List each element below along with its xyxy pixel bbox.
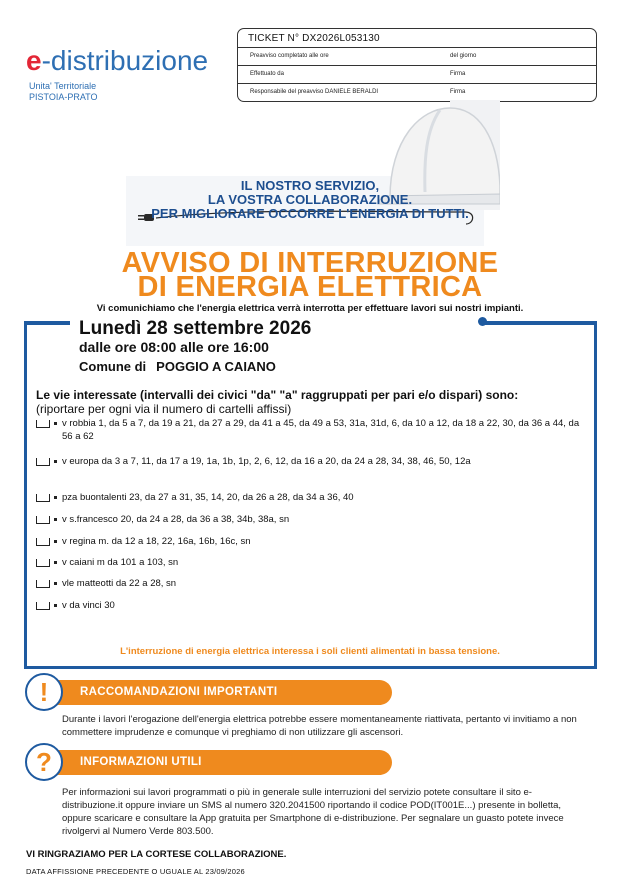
bullet-icon: [54, 496, 57, 499]
street-text: v s.francesco 20, da 24 a 28, da 36 a 38, 34b, 38a, sn: [62, 514, 290, 525]
bullet-icon: [54, 582, 57, 585]
outage-date: Lunedì 28 settembre 2026: [79, 318, 312, 339]
bullet-icon: [54, 422, 57, 425]
streets-subheading: (riportare per ogni via il numero di cartelli affissi): [36, 402, 292, 416]
municipality-name: POGGIO A CAIANO: [156, 359, 276, 374]
slogan-line-3: PER MIGLIORARE OCCORRE L'ENERGIA DI TUTTI.: [151, 206, 469, 221]
street-text: v regina m. da 12 a 18, 22, 16a, 16b, 16c, sn: [62, 536, 251, 547]
low-voltage-note: L'interruzione di energia elettrica interessa i soli clienti alimentati in bassa tensione.: [120, 646, 500, 657]
recommendations-text: Durante i lavori l'erogazione dell'energia elettrica potrebbe essere momentaneamente riattivata, pertanto vi invitiamo a non commettere imprudenze e comunque vi preghiamo di non utilizzare gli ascensori.: [62, 714, 577, 738]
slogan-line-2: LA VOSTRA COLLABORAZIONE.: [207, 192, 413, 207]
signs-count-box: [36, 538, 50, 546]
ticket-row-field: del giorno: [450, 53, 477, 59]
street-item: [36, 513, 584, 526]
street-item: [36, 535, 584, 548]
ticket-box: [237, 28, 597, 102]
notice-title-line-2: DI ENERGIA ELETTRICA: [137, 271, 483, 303]
signs-count-box: [36, 494, 50, 502]
campaign-banner: [120, 100, 500, 305]
recommendations-title: RACCOMANDAZIONI IMPORTANTI: [80, 686, 278, 698]
municipality: [79, 359, 276, 374]
signs-count-box: [36, 420, 50, 428]
streets-heading: Le vie interessate (intervalli dei civici "da" "a" raggruppati per pari e/o dispari) sono:: [36, 388, 519, 402]
street-item: [36, 599, 584, 612]
street-text: v robbia 1, da 5 a 7, da 19 a 21, da 27 a 29, da 41 a 45, da 49 a 53, 31a, 31d, 6, da 10 a 12, da 18 a 22, 30, da 36 a 44, da 56 a 62: [62, 418, 580, 442]
street-item: [36, 417, 584, 443]
logo-wordmark: -distribuzione: [41, 45, 209, 76]
ticket-row-performed: [238, 65, 596, 83]
street-item: [36, 556, 584, 569]
affixing-date: DATA AFFISSIONE PRECEDENTE O UGUALE AL 23/09/2026: [26, 867, 245, 876]
thanks-text: VI RINGRAZIAMO PER LA CORTESE COLLABORAZIONE.: [26, 849, 287, 860]
signs-count-box: [36, 602, 50, 610]
ticket-row-completed: [238, 47, 596, 65]
bullet-icon: [54, 460, 57, 463]
street-item: [36, 491, 584, 504]
bullet-icon: [54, 604, 57, 607]
unit-line-1: Unita' Territoriale: [29, 81, 97, 91]
logo-e-letter: e: [26, 45, 42, 76]
info-title: INFORMAZIONI UTILI: [80, 756, 202, 768]
bullet-icon: [54, 518, 57, 521]
street-text: v europa da 3 a 7, 11, da 17 a 19, 1a, 1b, 1p, 2, 6, 12, da 16 a 20, da 24 a 28, 34, 38, 46, 50, 12a: [62, 456, 471, 467]
bullet-icon: [54, 561, 57, 564]
notice-title-line-1: AVVISO DI INTERRUZIONE: [121, 247, 499, 279]
question-symbol: ?: [36, 747, 52, 777]
ticket-row-field: Firma: [450, 89, 466, 95]
municipality-label: Comune di: [79, 359, 147, 374]
street-text: pza buontalenti 23, da 27 a 31, 35, 14, 20, da 26 a 28, da 34 a 36, 40: [62, 492, 354, 503]
frame-pin-dot: [478, 317, 487, 326]
signs-count-box: [36, 580, 50, 588]
street-item: [36, 577, 584, 590]
street-text: v caiani m da 101 a 103, sn: [62, 557, 179, 568]
ticket-number: TICKET N° DX2026L053130: [248, 33, 380, 44]
slogan-line-1: IL NOSTRO SERVIZIO,: [240, 178, 380, 193]
exclamation-symbol: !: [39, 677, 49, 707]
territorial-unit: [29, 81, 98, 103]
street-text: vle matteotti da 22 a 28, sn: [62, 578, 177, 589]
intro-text: Vi comunichiamo che l'energia elettrica verrà interrotta per effettuare lavori sui nostri impianti.: [96, 303, 524, 314]
frame-accent-line: [486, 321, 597, 325]
question-icon: [25, 743, 63, 781]
signs-count-box: [36, 559, 50, 567]
street-text: v da vinci 30: [62, 600, 115, 611]
ticket-row-label: Responsabile del preavviso DANIELE BERALDI: [250, 89, 379, 95]
outage-hours: dalle ore 08:00 alle ore 16:00: [79, 339, 269, 355]
info-text: Per informazioni sui lavori programmati o più in generale sulle interruzioni del servizio potete consultare il sito e-distribuzione.it oppure inviare un SMS al numero 320.2041500 riportando il codice POD(IT001E...) presente in bolletta, oppure scaricare e consultare la App gratuita per Smartphone di e-distribuzione. Per segnalare un guasto potete invece rivolgervi al Numero Verde 803.500.: [62, 787, 564, 837]
ticket-row-label: Effettuato da: [250, 71, 284, 77]
signs-count-box: [36, 458, 50, 466]
signs-count-box: [36, 516, 50, 524]
unit-line-2: PISTOIA-PRATO: [29, 92, 98, 102]
exclamation-icon: [25, 673, 63, 711]
bullet-icon: [54, 540, 57, 543]
ticket-row-label: Preavviso completato alle ore: [250, 53, 329, 59]
ticket-row-field: Firma: [450, 71, 466, 77]
street-item: [36, 455, 584, 468]
